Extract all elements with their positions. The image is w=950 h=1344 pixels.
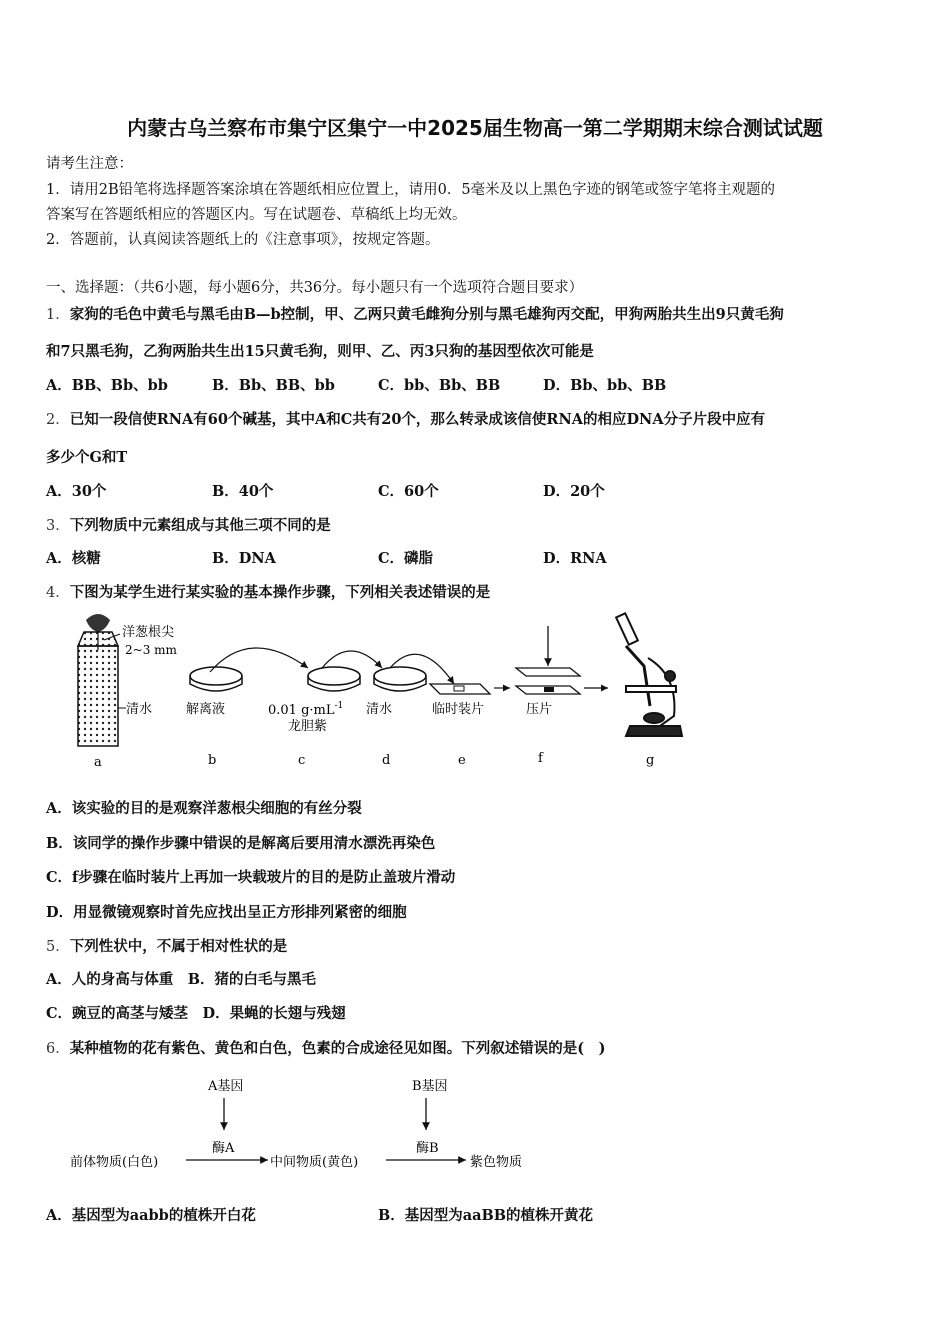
q2-option-a: A．30个 bbox=[46, 483, 107, 500]
q4-option-d: D．用显微镜观察时首先应找出呈正方形排列紧密的细胞 bbox=[46, 904, 407, 921]
question-text: 下列物质中元素组成与其他三项不同的是 bbox=[69, 517, 331, 534]
experiment-figure bbox=[70, 606, 700, 776]
question-number: 5． bbox=[46, 939, 70, 955]
question-number: 3． bbox=[46, 518, 70, 534]
question-5 bbox=[46, 935, 287, 956]
question-2 bbox=[46, 408, 765, 429]
dish-c-sup: -1 bbox=[334, 701, 344, 711]
slide-f-top bbox=[516, 668, 580, 676]
question-number: 1． bbox=[46, 307, 70, 323]
slide-e-label: 临时装片 bbox=[432, 702, 485, 717]
step-letter-e: e bbox=[458, 753, 466, 768]
question-number: 6． bbox=[46, 1041, 70, 1057]
q3-option-c: C．磷脂 bbox=[378, 550, 434, 567]
q2-option-b: B．40个 bbox=[212, 483, 274, 500]
dish-b-label: 解离液 bbox=[186, 702, 226, 717]
question-6 bbox=[46, 1037, 605, 1058]
q3-option-a: A．核糖 bbox=[46, 550, 101, 567]
question-number: 4． bbox=[46, 585, 70, 601]
q1-option-d: D．Bb、bb、BB bbox=[543, 377, 667, 394]
step-letter-b: b bbox=[208, 753, 217, 768]
enzyme-a-label: 酶A bbox=[212, 1141, 235, 1156]
step-letter-f: f bbox=[538, 751, 543, 766]
dish-d-label: 清水 bbox=[366, 702, 393, 717]
q1-option-c: C．bb、Bb、BB bbox=[378, 377, 501, 394]
dish-c-label-1 bbox=[268, 701, 343, 718]
q6-option-b: B．基因型为aaBB的植株开黄花 bbox=[378, 1207, 594, 1224]
question-text: 家狗的毛色中黄毛与黑毛由B—b控制，甲、乙两只黄毛雌狗分别与黑毛雄狗丙交配，甲狗两胎共生出9只黄毛狗 bbox=[69, 306, 784, 323]
q4-option-c: C．f步骤在临时装片上再加一块载玻片的目的是防止盖玻片滑动 bbox=[46, 869, 456, 886]
pathway-figure bbox=[60, 1072, 560, 1182]
q2-option-c: C．60个 bbox=[378, 483, 439, 500]
notice-line-1b: 答案写在答题纸相应的答题区内。写在试题卷、草稿纸上均无效。 bbox=[46, 207, 467, 223]
section-heading: 一、选择题：（共6小题，每小题6分，共36分。每小题只有一个选项符合题目要求） bbox=[46, 280, 584, 296]
dish-c-conc: 0.01 g·mL bbox=[268, 703, 335, 718]
q5-options-line-2: C．豌豆的高茎与矮茎 D．果蝇的长翅与残翅 bbox=[46, 1005, 346, 1022]
q1-option-b: B．Bb、BB、bb bbox=[212, 377, 335, 394]
question-number: 2． bbox=[46, 412, 70, 428]
gene-a-label: A基因 bbox=[208, 1079, 244, 1094]
intermediate-label: 中间物质(黄色) bbox=[270, 1155, 359, 1170]
final-label: 紫色物质 bbox=[470, 1155, 523, 1170]
dish-c-label-2: 龙胆紫 bbox=[288, 719, 328, 734]
question-text: 下图为某学生进行某实验的基本操作步骤，下列相关表述错误的是 bbox=[69, 584, 491, 601]
q3-option-b: B．DNA bbox=[212, 550, 276, 567]
dish-b bbox=[190, 667, 242, 685]
q2-option-d: D．20个 bbox=[543, 483, 605, 500]
onion-bottle bbox=[78, 614, 118, 746]
step-letter-c: c bbox=[298, 753, 306, 768]
question-text: 已知一段信使RNA有60个碱基，其中A和C共有20个，那么转录成该信使RNA的相应DNA分子片段中应有 bbox=[69, 411, 766, 428]
q4-option-a: A．该实验的目的是观察洋葱根尖细胞的有丝分裂 bbox=[46, 800, 362, 817]
notice-line-2: 2．答题前，认真阅读答题纸上的《注意事项》，按规定答题。 bbox=[46, 232, 440, 248]
page-title: 内蒙古乌兰察布市集宁区集宁一中2025届生物高一第二学期期末综合测试试题 bbox=[127, 116, 823, 140]
question-1-cont: 和7只黑毛狗，乙狗两胎共生出15只黄毛狗，则甲、乙、丙3只狗的基因型依次可能是 bbox=[46, 343, 594, 360]
dish-c bbox=[308, 667, 360, 685]
notice-heading: 请考生注意： bbox=[46, 156, 133, 172]
question-text: 某种植物的花有紫色、黄色和白色，色素的合成途径见如图。下列叙述错误的是( ) bbox=[69, 1040, 606, 1057]
precursor-label: 前体物质(白色) bbox=[70, 1155, 159, 1170]
question-2-cont: 多少个G和T bbox=[46, 449, 128, 466]
q4-option-b: B．该同学的操作步骤中错误的是解离后要用清水漂洗再染色 bbox=[46, 835, 436, 852]
question-1 bbox=[46, 303, 784, 324]
question-3 bbox=[46, 514, 331, 535]
step-letter-g: g bbox=[646, 753, 655, 768]
gene-b-label: B基因 bbox=[412, 1079, 448, 1094]
step-letter-d: d bbox=[382, 753, 391, 768]
step-letter-a: a bbox=[94, 755, 102, 770]
onion-label-1: 洋葱根尖 bbox=[122, 625, 175, 640]
notice-line-1a: 1．请用2B铅笔将选择题答案涂填在答题纸相应位置上，请用0．5毫米及以上黑色字迹的钢笔或签字笔将主观题的 bbox=[46, 182, 776, 198]
question-4 bbox=[46, 581, 490, 602]
question-text: 下列性状中，不属于相对性状的是 bbox=[69, 938, 288, 955]
q6-option-a: A．基因型为aabb的植株开白花 bbox=[46, 1207, 256, 1224]
dish-d bbox=[374, 667, 426, 685]
enzyme-b-label: 酶B bbox=[416, 1141, 439, 1156]
q3-option-d: D．RNA bbox=[543, 550, 607, 567]
q1-option-a: A．BB、Bb、bb bbox=[46, 377, 168, 394]
water-label: 清水 bbox=[126, 702, 153, 717]
microscope bbox=[616, 613, 682, 736]
q5-options-line-1: A．人的身高与体重 B．猪的白毛与黑毛 bbox=[46, 971, 317, 988]
slide-f-label: 压片 bbox=[526, 702, 553, 717]
onion-label-2: 2~3 mm bbox=[125, 643, 177, 657]
